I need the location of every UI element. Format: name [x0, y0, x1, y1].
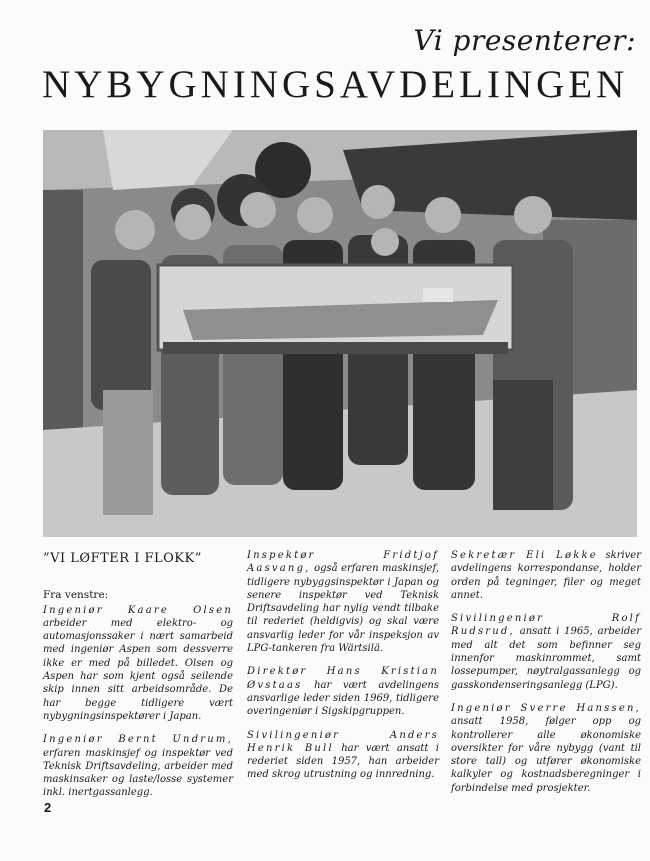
person-name: Direktør Hans Kristian Øvstaas [247, 666, 439, 691]
person-text: skriver avdelingens korrespondanse, holder orden på tegninger, filer og meget annet. [451, 550, 642, 601]
person-entry [247, 665, 439, 718]
person-text: ansatt i 1965, arbeider med alt det som befinner seg innenfor maskinrommet, samt lossepumper, nøytralgassanlegg og gasskondenseringsanlegg (LPG). [451, 626, 641, 691]
person-text: har vært avdelingens ansvarlige leder siden 1969, tidligere overingeniør i Sigskipgruppen. [247, 679, 440, 718]
page-number: 2 [44, 800, 52, 815]
person-name: Ingeniør Bernt Undrum, [43, 734, 233, 746]
person-name: Ingeniør Kaare Olsen [43, 604, 233, 616]
person-name: Sivilingeniør Anders Henrik Bull [247, 729, 439, 754]
person-text: har vært ansatt i rederiet siden 1957, han arbeider med skrog utrustning og innredning. [247, 742, 439, 781]
person-entry [451, 612, 641, 692]
person-entry [247, 549, 439, 655]
person-entry [43, 604, 233, 724]
caption-lead: Fra venstre: [43, 589, 109, 602]
person-entry [43, 733, 233, 799]
group-photo [43, 130, 637, 537]
person-name: Sekretær Eli Løkke [451, 550, 598, 561]
person-text: også erfaren maskinsjef, tidligere nybyggsinspektør i Japan og senere inspektør ved Teknisk Driftsavdeling har nylig vendt tilbake til rederiet (heldigvis) og skal være ansvarlig leder for vår inspeksjon av LPG-tankeren fra Wärtsilä. [247, 563, 439, 655]
person-text: arbeider med elektro- og automasjonssaker i nært samarbeid med ingeniør Aspen som dessverre ikke er med på billedet. Olsen og Aspen har som kjent også seilende skip innen sitt arbeidsområde. De har begge tidligere vært nybygningsinspektører i Japan. [43, 617, 233, 722]
text-column-2 [247, 549, 439, 792]
group-photo-illustration [43, 130, 637, 537]
person-entry [247, 729, 439, 782]
person-entry [451, 702, 641, 795]
page-title: NYBYGNINGSAVDELINGEN [42, 63, 629, 106]
text-column-1 [43, 549, 233, 810]
person-text: erfaren maskinsjef og inspektør ved Teknisk Driftsavdeling, arbeider med maskinsaker og laste/losse systemer inkl. inertgassanlegg. [43, 747, 233, 799]
person-name: Sivilingeniør Rolf Rudsrud, [451, 613, 641, 638]
kicker: Vi presenterer: [413, 24, 636, 57]
person-name: Inspektør Fridtjof Aasvang, [247, 550, 439, 575]
caption-headline: ”VI LØFTER I FLOKK” [43, 551, 202, 566]
person-name: Ingeniør Sverre Hanssen, [451, 702, 641, 714]
text-column-3 [451, 549, 641, 805]
person-entry [451, 549, 641, 602]
person-text: ansatt 1958, følger opp og kontrollerer alle økonomiske oversikter for våre nybygg (vant til store tall) og utfører økonomiske kalkyler og kostnadsberegninger i forbindelse med prosjekter. [451, 716, 641, 794]
